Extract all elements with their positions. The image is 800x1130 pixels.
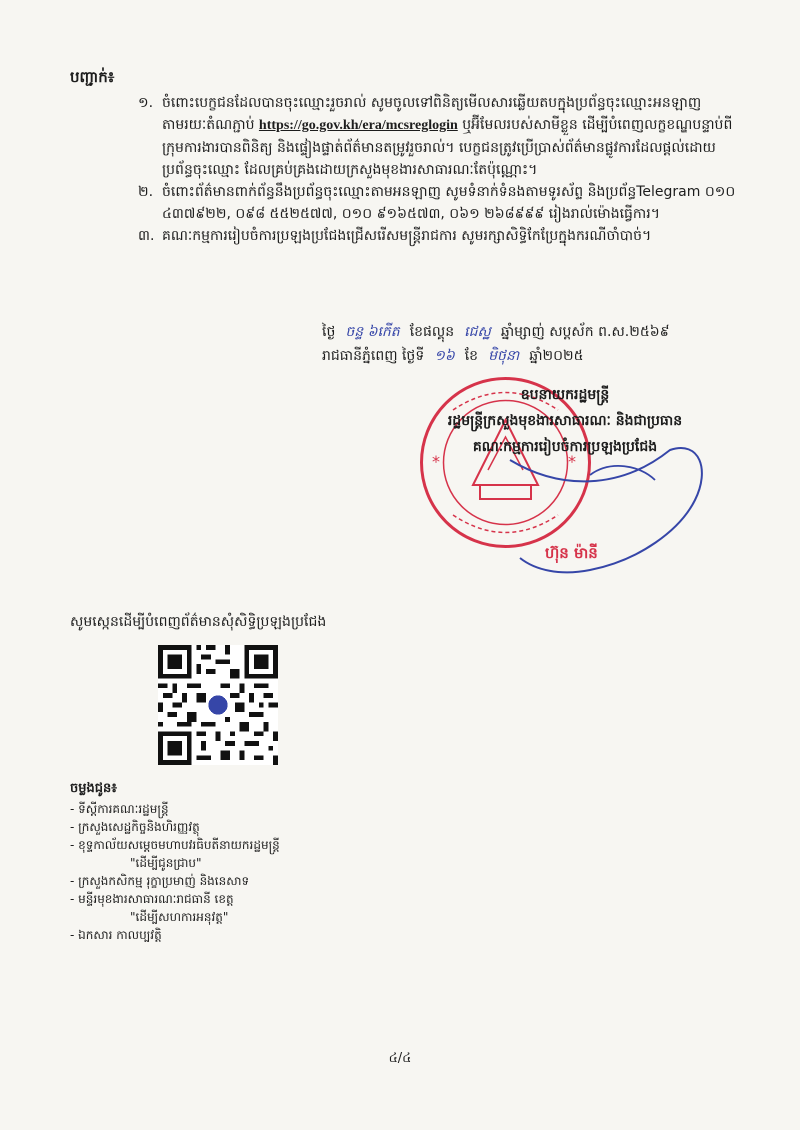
cc-item-note: "ដើម្បីជូនជ្រាប" — [130, 856, 202, 870]
lunar-day-prefix: ថ្ងៃ — [322, 324, 336, 340]
lunar-month: ជេស្ឋ — [464, 324, 491, 340]
note-text — [162, 92, 738, 181]
note-text-before: ចំពោះបេក្ខជនដែលបានចុះឈ្មោះរួចរាល់ សូមចូលទៅពិនិត្យមើលសារឆ្លើយតបក្នុងប្រព័ន្ធចុះឈ្មោះអនឡាញ តាមរយៈតំណភ្ជាប់ — [162, 95, 702, 133]
note-item — [138, 92, 738, 181]
note-number: ២. — [138, 184, 154, 200]
notes-heading: បញ្ជាក់៖ — [70, 68, 115, 86]
lunar-date-line — [322, 320, 742, 344]
lunar-day: ចន្ទ ៦កើត — [345, 324, 400, 340]
page-number: ៤/៤ — [388, 1051, 412, 1066]
signatory-title-line2: រដ្ឋមន្ត្រីក្រសួងមុខងារសាធារណៈ និងជាប្រធាន — [447, 413, 683, 429]
cc-item: - មន្ទីរមុខងារសាធារណៈរាជធានី ខេត្ត — [70, 892, 234, 906]
cc-item-note: "ដើម្បីសហការអនុវត្ត" — [130, 910, 229, 924]
cc-item: - ទីស្តីការគណៈរដ្ឋមន្ត្រី — [70, 802, 169, 816]
registration-login-link[interactable]: https://go.gov.kh/era/mcsreglogin — [258, 118, 458, 133]
note-text: គណៈកម្មការរៀបចំការប្រឡងប្រជែងជ្រើសរើសមន្ត្រីរាជការ សូមរក្សាសិទ្ធិកែប្រែក្នុងករណីចាំបាច់។ — [162, 228, 652, 244]
solar-month-prefix: ខែ — [464, 348, 479, 364]
solar-month: មិថុនា — [488, 348, 520, 364]
svg-text:*: * — [432, 452, 440, 471]
notes-list — [138, 92, 738, 247]
cc-item: - ឯកសារ កាលប្បវត្តិ — [70, 928, 162, 942]
signatory-title-line1: ឧបនាយករដ្ឋមន្ត្រី — [520, 387, 610, 403]
signer-name: ហ៊ុន ម៉ានី — [545, 544, 598, 562]
note-item — [138, 181, 738, 225]
solar-date-line — [322, 344, 742, 368]
registration-qr-code[interactable] — [158, 645, 278, 765]
note-item — [138, 225, 738, 247]
solar-year: ឆ្នាំ២០២៥ — [529, 348, 584, 364]
qr-caption: សូមស្កេនដើម្បីបំពេញព័ត៌មានសុំសិទ្ធិប្រឡងប្រជែង — [70, 614, 327, 630]
date-block — [322, 320, 742, 368]
place-prefix: រាជធានីភ្នំពេញ ថ្ងៃទី — [322, 348, 425, 364]
cc-heading: ចម្លងជូន៖ — [70, 781, 117, 796]
note-text: ចំពោះព័ត៌មានពាក់ព័ន្ធនឹងប្រព័ន្ធចុះឈ្មោះតាមអនឡាញ សូមទំនាក់ទំនងតាមទូរស័ព្ទ និងប្រព័ន្ធTelegram ០១០ ៤៣៧៩២២, ០៩៨ ៥៥២៥៧៧, ០១០ ៩១៦៥៧៣, ០៦១ ២៦៨៩៩៩ រៀងរាល់ម៉ោងធ្វើការ។ — [162, 184, 736, 222]
cc-item: - ខុទ្ទកាល័យសម្តេចមហាបវរធិបតីនាយករដ្ឋមន្ត្រី — [70, 838, 280, 852]
lunar-year: ឆ្នាំម្សាញ់ សប្តស័ក ព.ស.២៥៦៩ — [500, 324, 670, 340]
signatory-title-line3: គណៈកម្មការរៀបចំការប្រឡងប្រជែង — [472, 439, 658, 455]
lunar-month-prefix: ខែផល្គុន — [409, 324, 455, 340]
note-text-after: ឬអ៊ីមែលរបស់សាមីខ្លួន ដើម្បីបំពេញលក្ខខណ្ឌបន្ទាប់ពីក្រុមការងារបានពិនិត្យ និងផ្ទៀងផ្ទាត់ព័ត៌មានតម្រូវរួចរាល់។ បេក្ខជនត្រូវប្រើប្រាស់ព័ត៌មានផ្លូវការដែលផ្តល់ដោយប្រព័ន្ធចុះឈ្មោះ ដែលគ្រប់គ្រងដោយក្រសួងមុខងារសាធារណៈតែប៉ុណ្ណោះ។ — [162, 117, 733, 178]
note-number: ៣. — [138, 228, 155, 244]
solar-day: ១៦ — [434, 348, 455, 364]
cc-list — [70, 800, 280, 944]
svg-text:*: * — [568, 452, 576, 471]
note-number: ១. — [138, 95, 154, 111]
cc-item: - ក្រសួងសេដ្ឋកិច្ចនិងហិរញ្ញវត្ថុ — [70, 820, 200, 834]
cc-item: - ក្រសួងកសិកម្ម រុក្ខាប្រមាញ់ និងនេសាទ — [70, 874, 250, 888]
